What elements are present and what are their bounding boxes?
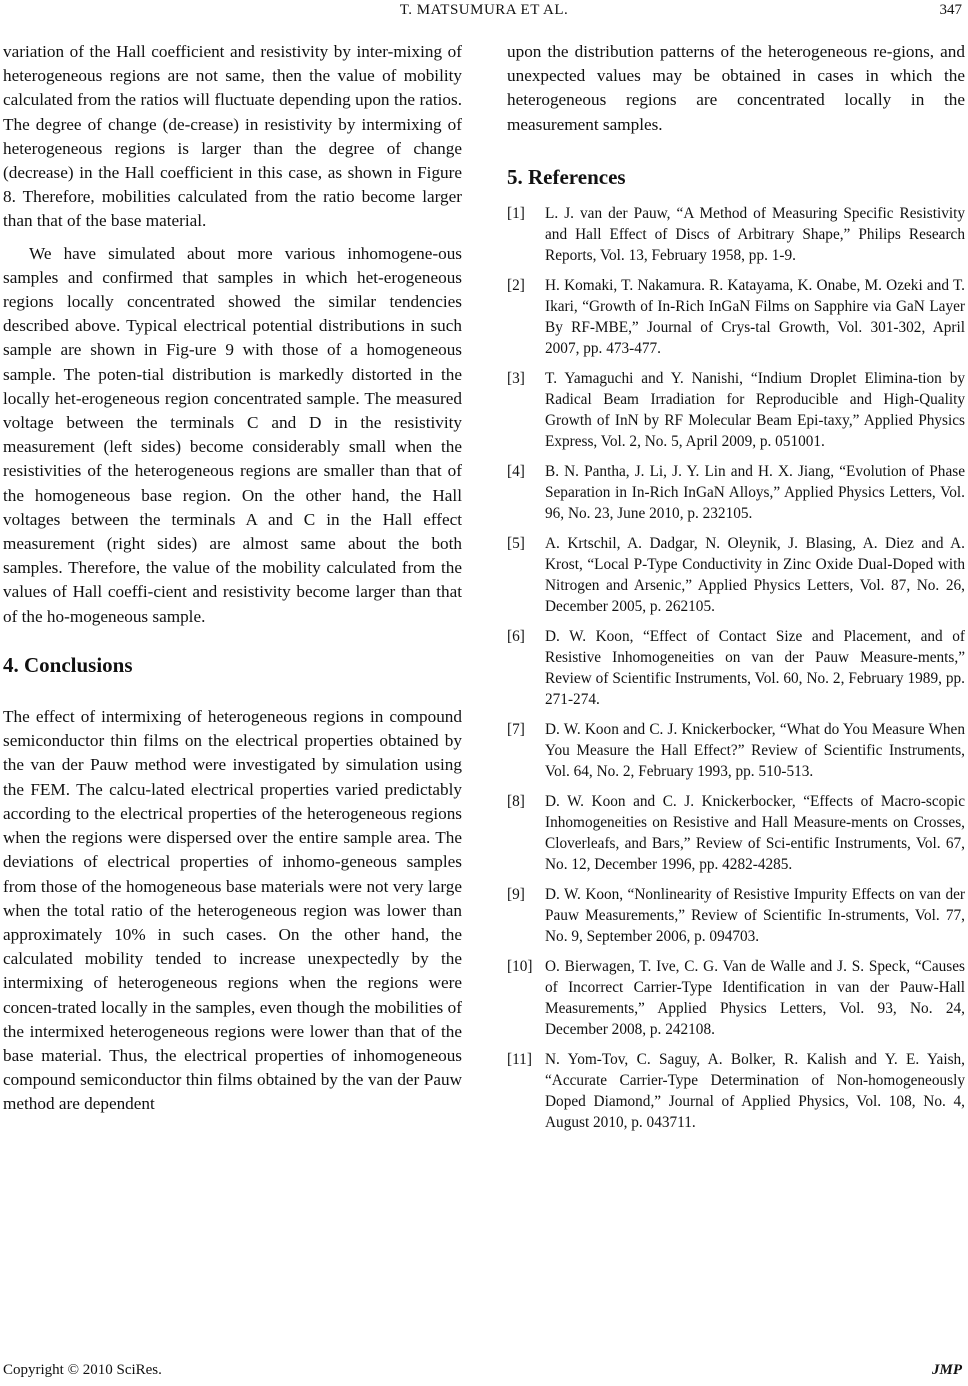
- reference-number: [11]: [507, 1051, 532, 1069]
- reference-item: [507, 203, 965, 266]
- section-heading-conclusions: 4. Conclusions: [3, 652, 133, 677]
- reference-list: [507, 203, 965, 1133]
- reference-number: [9]: [507, 886, 525, 904]
- reference-text: B. N. Pantha, J. Li, J. Y. Lin and H. X. Jiang, “Evolution of Phase Separation in In-Rich InGaN Alloys,” Applied Physics Letters, Vol. 96, No. 23, June 2010, p. 232105.: [545, 463, 965, 523]
- journal-abbreviation: JMP: [932, 1362, 962, 1378]
- continuation-paragraph: upon the distribution patterns of the heterogeneous re-gions, and unexpected values may be obtained in cases in which the heterogeneous regions are concentrated locally in the measurement samples.: [507, 42, 965, 134]
- reference-item: [507, 884, 965, 947]
- reference-text: O. Bierwagen, T. Ive, C. G. Van de Walle and J. S. Speck, “Causes of Incorrect Carrier-Type Identification in van der Pauw-Hall Measurements,” Applied Physics Letters, Vol. 93, No. 24, December 2008, p. 242108.: [545, 958, 965, 1039]
- reference-number: [7]: [507, 721, 525, 739]
- reference-item: [507, 368, 965, 452]
- right-column: [507, 40, 965, 1142]
- reference-number: [10]: [507, 958, 533, 976]
- reference-number: [5]: [507, 535, 525, 553]
- reference-number: [8]: [507, 793, 525, 811]
- reference-text: T. Yamaguchi and Y. Nanishi, “Indium Droplet Elimina-tion by Radical Beam Irradiation for Reproducible and High-Quality Growth of InN by RF Molecular Beam Epi-taxy,” Applied Physics Express, Vol. 2, No. 5, April 2009, p. 051001.: [545, 370, 965, 451]
- reference-item: [507, 533, 965, 617]
- page-header: [0, 0, 968, 20]
- copyright-notice: Copyright © 2010 SciRes.: [3, 1362, 162, 1378]
- reference-item: [507, 791, 965, 875]
- reference-number: [4]: [507, 463, 525, 481]
- reference-number: [2]: [507, 277, 525, 295]
- reference-item: [507, 275, 965, 359]
- reference-text: A. Krtschil, A. Dadgar, N. Oleynik, J. Blasing, A. Diez and A. Krost, “Local P-Type Conductivity in Zinc Oxide Dual-Doped with Nitrogen and Arsenic,” Applied Physics Letters, Vol. 87, No. 26, December 2005, p. 262105.: [545, 535, 965, 616]
- reference-text: N. Yom-Tov, C. Saguy, A. Bolker, R. Kalish and Y. E. Yaish, “Accurate Carrier-Type Determination of Non-homogeneously Doped Diamond,” Journal of Applied Physics, Vol. 108, No. 4, August 2010, p. 043711.: [545, 1051, 965, 1132]
- reference-text: D. W. Koon, “Nonlinearity of Resistive Impurity Effects on van der Pauw Measurements,” Review of Scientific In-struments, Vol. 77, No. 9, September 2006, p. 094703.: [545, 886, 965, 946]
- reference-text: D. W. Koon and C. J. Knickerbocker, “What do You Measure When You Measure the Hall Effect?” Review of Scientific Instruments, Vol. 64, No. 2, February 1993, pp. 510-513.: [545, 721, 965, 781]
- conclusions-paragraph: The effect of intermixing of heterogeneous regions in compound semiconductor thin films on the electrical properties obtained by the van der Pauw method were investigated by simulation using the FEM. The calcu-lated electrical properties varied predictably according to the electrical properties of the heterogeneous regions when the regions were dispersed over the entire sample area. The deviations of electrical properties of inhomo-geneous samples from those of the homogeneous base materials were not very large when the total ratio of the heterogeneous region was lower than approximately 10% in such cases. On the other hand, the calculated mobility tended to increase unexpectedly by the intermixing of heterogeneous regions when the regions were concen-trated locally in the samples, even though the mobilities of the intermixed heterogeneous regions were lower than that of the base material. Thus, the electrical properties of inhomogeneous compound semiconductor thin films obtained by the van der Pauw method are dependent: [3, 707, 462, 1114]
- page-number: 347: [939, 2, 962, 18]
- running-head: T. MATSUMURA ET AL.: [399, 2, 569, 18]
- reference-text: D. W. Koon and C. J. Knickerbocker, “Effects of Macro-scopic Inhomogeneities on Resistive and Hall Measure-ments on Crosses, Cloverleafs, and Bars,” Review of Sci-entific Instruments, Vol. 67, No. 12, December 1996, pp. 4282-4285.: [545, 793, 965, 874]
- reference-item: [507, 1049, 965, 1133]
- body-paragraph-2: We have simulated about more various inhomogene-ous samples and confirmed that samples in which het-erogeneous regions locally concentrated showed the similar tendencies described above. Typical electrical potential distributions in such sample are shown in Fig-ure 9 with those of a homogeneous sample. The poten-tial distribution is markedly distorted in the locally het-erogeneous region concentrated sample. The measured voltage between the terminals C and D in the resistivity measurement (left sides) become considerably small when the resistivities of the heterogeneous regions are smaller than that of the homogeneous base region. On the other hand, the Hall voltages between the terminals A and C in the Hall effect measurement (right sides) are almost same about the both samples. Therefore, the value of the mobility calculated from the values of Hall coeffi-cient and resistivity become larger than that of the ho-mogeneous sample.: [3, 243, 462, 626]
- reference-item: [507, 626, 965, 710]
- reference-item: [507, 719, 965, 782]
- reference-number: [6]: [507, 628, 525, 646]
- left-column: [3, 40, 462, 1117]
- reference-item: [507, 461, 965, 524]
- reference-text: L. J. van der Pauw, “A Method of Measuring Specific Resistivity and Hall Effect of Discs of Arbitrary Shape,” Philips Research Reports, Vol. 13, February 1958, pp. 1-9.: [545, 205, 965, 265]
- body-paragraph-1: variation of the Hall coefficient and resistivity by inter-mixing of heterogeneous regions are not same, then the value of mobility calculated from the ratios will fluctuate depending upon the ratios. The degree of change (de-crease) in resistivity by intermixing of heterogeneous regions is larger than the degree of change (decrease) in the Hall coefficient in this case, as shown in Figure 8. Therefore, mobilities calculated from the ratio become larger than that of the base material.: [3, 42, 462, 231]
- reference-text: D. W. Koon, “Effect of Contact Size and Placement, and of Resistive Inhomogeneities on van der Pauw Measure-ments,” Review of Scientific Instruments, Vol. 60, No. 2, February 1989, pp. 271-274.: [545, 628, 965, 709]
- reference-number: [3]: [507, 370, 525, 388]
- reference-item: [507, 956, 965, 1040]
- reference-text: H. Komaki, T. Nakamura. R. Katayama, K. Onabe, M. Ozeki and T. Ikari, “Growth of In-Rich InGaN Films on Sapphire via GaN Layer By RF-MBE,” Journal of Crys-tal Growth, Vol. 301-302, April 2007, pp. 473-477.: [545, 277, 965, 358]
- section-heading-references: 5. References: [507, 164, 626, 189]
- reference-number: [1]: [507, 205, 525, 223]
